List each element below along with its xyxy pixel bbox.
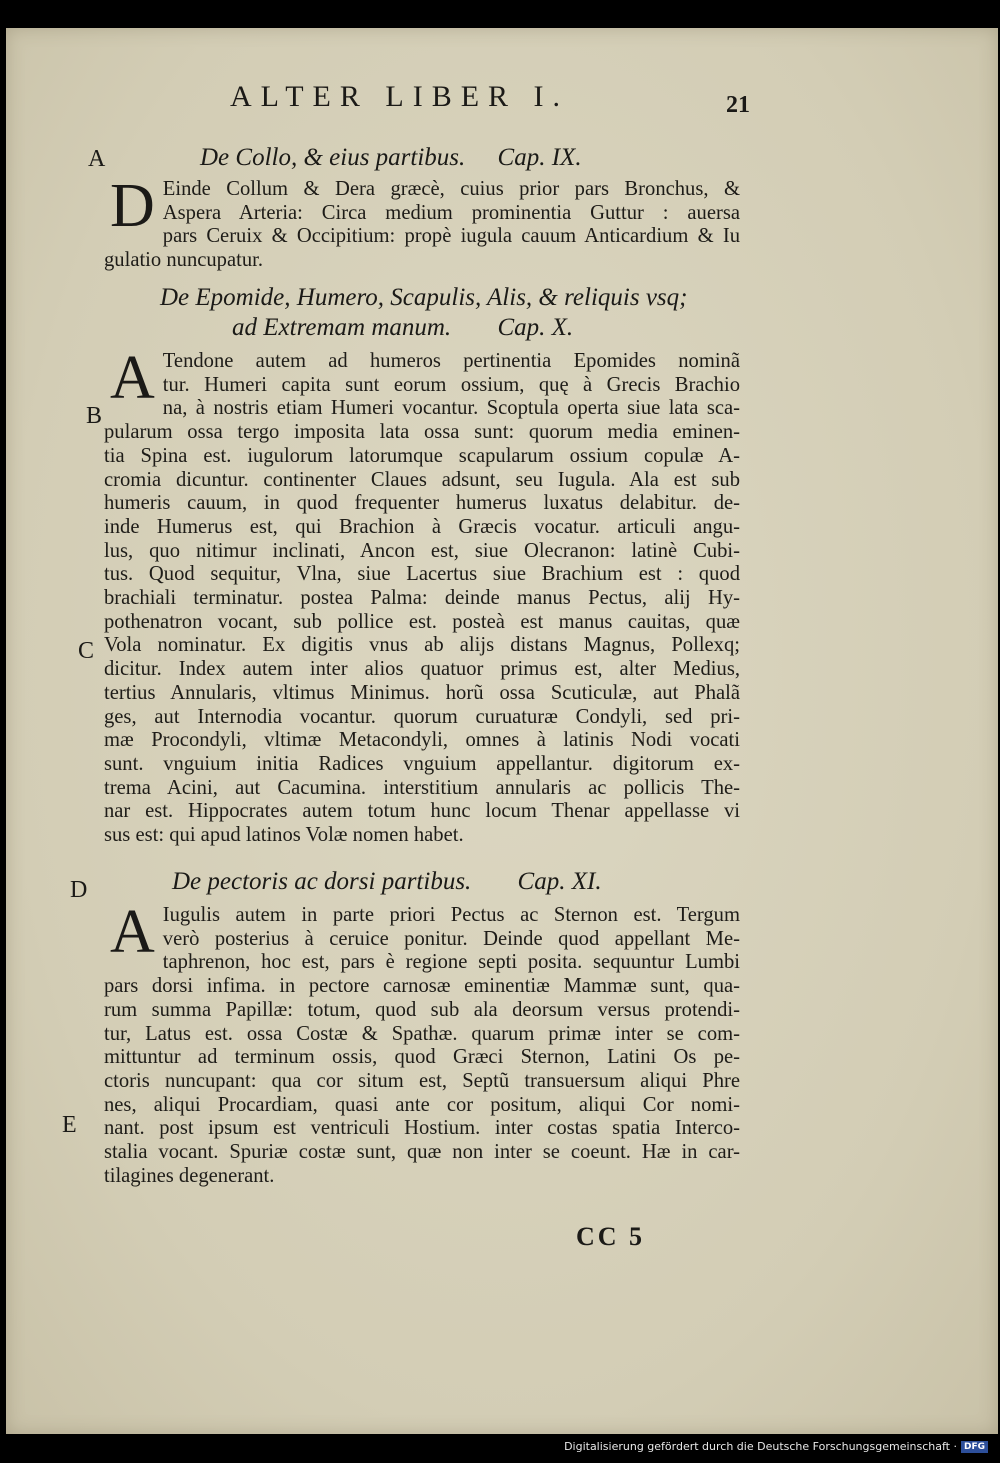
margin-letter-e: E [62, 1112, 77, 1138]
text-line: trema Acini, aut Cacumina. interstitium annularis ac pollicis The- [104, 776, 740, 799]
text-line: brachiali terminatur. postea Palma: deinde manus Pectus, alij Hy- [104, 587, 740, 610]
text-line: tur. Humeri capita sunt eorum ossium, quę à Grecis Brachio [162, 373, 740, 396]
text-line: na, à nostris etiam Humeri vocantur. Scoptula operta siue lata sca- [162, 397, 740, 420]
credit-text: Digitalisierung gefördert durch die Deutsche Forschungsgemeinschaft · [564, 1440, 957, 1453]
text-line: nes, aliqui Procardiam, quasi ante cor positum, aliqui Cor nomi- [104, 1093, 740, 1116]
text-line: tur, Latus est. ossa Costæ & Spathæ. quarum primæ inter se com- [104, 1022, 740, 1045]
chapter-10-title: ad Extremam manum. [232, 314, 452, 341]
chapter-11-title: De pectoris ac dorsi partibus. [172, 868, 472, 895]
text-line: Tendone autem ad humeros pertinentia Epomides nominã [162, 350, 740, 372]
drop-cap: D [110, 172, 155, 240]
digitization-credit [564, 1440, 988, 1453]
margin-letter-a: A [88, 146, 106, 172]
text-line: nant. post ipsum est ventriculi Hostium. inter costas spatia Interco- [104, 1117, 740, 1140]
running-head: ALTER LIBER I. [230, 80, 570, 113]
text-line: pothenatron vocant, sub pollice est. posteà est manus cauitas, quæ [104, 610, 740, 633]
chapter-9-heading [200, 144, 582, 172]
text-line: verò posterius à ceruice ponitur. Deinde quod appellant Me- [162, 927, 740, 950]
text-line: dicitur. Index autem inter alios quatuor primus est, alter Medius, [104, 658, 740, 681]
text-line: sus est: qui apud latinos Volæ nomen habet. [104, 824, 464, 847]
margin-letter-b: B [86, 403, 103, 429]
text-line: gulatio nuncupatur. [104, 249, 263, 272]
text-line: Aspera Arteria: Circa medium prominentia Guttur : auersa [162, 201, 740, 224]
chapter-9-cap: Cap. IX. [497, 144, 582, 171]
text-line: tia Spina est. iugulorum latorumque scapularum ossium copulæ A- [104, 444, 740, 467]
margin-letter-d: D [70, 877, 88, 903]
text-line: cromia dicuntur. continenter Claues adsunt, seu Iugula. Ala est sub [104, 468, 740, 491]
dfg-logo: DFG [961, 1441, 988, 1453]
text-line: tilagines degenerant. [104, 1164, 275, 1187]
text-line: inde Humerus est, qui Brachion à Græcis vocatur. articuli angu- [104, 515, 740, 538]
margin-letter-c: C [78, 638, 95, 664]
text-line: ctoris nuncupant: qua cor situm est, Septũ transuersum aliqui Phre [104, 1069, 740, 1092]
drop-cap: A [110, 344, 155, 412]
chapter-11-text [104, 898, 740, 1188]
chapter-10-text [104, 344, 740, 848]
chapter-11-heading [172, 868, 602, 896]
chapter-11-cap: Cap. XI. [517, 868, 602, 895]
text-line: tertius Annularis, vltimus Minimus. horũ ossa Scuticulæ, aut Phalã [104, 681, 740, 704]
text-line: Iugulis autem in parte priori Pectus ac Sternon est. Tergum [162, 904, 740, 926]
folio-number: 21 [726, 92, 750, 118]
text-line: lus, quo nitimur inclinati, Ancon est, siue Olecranon: latinè Cubi- [104, 539, 740, 562]
catchword: CC 5 [576, 1222, 646, 1251]
text-line: tus. Quod sequitur, Vlna, siue Lacertus siue Brachium est : quod [104, 563, 740, 586]
chapter-9-title: De Collo, & eius partibus. [200, 144, 466, 171]
text-line: ges, aut Internodia vocantur. quorum curuaturæ Condyli, sed pri- [104, 705, 740, 728]
chapter-10-cap: Cap. X. [497, 314, 574, 341]
text-line: Einde Collum & Dera græcè, cuius prior pars Bronchus, & [162, 178, 740, 200]
drop-cap: A [110, 898, 155, 966]
text-line: mittuntur ad terminum ossis, quod Græci Sternon, Latini Os pe- [104, 1046, 740, 1069]
text-line: mæ Procondyli, vltimæ Metacondyli, omnes à latinis Nodi vocati [104, 729, 740, 752]
text-line: sunt. vnguium initia Radices vnguium appellantur. digitorum ex- [104, 752, 740, 775]
text-line: stalia vocant. Spuriæ costæ sunt, quæ non inter se coeunt. Hæ in car- [104, 1141, 740, 1164]
text-line: Vola nominatur. Ex digitis vnus ab alijs distans Magnus, Pollexq; [104, 634, 740, 657]
text-line: humeris cauum, in quod frequenter humerus luxatus delabitur. de- [104, 492, 740, 515]
chapter-10-heading-line1: De Epomide, Humero, Scapulis, Alis, & reliquis vsq; [160, 284, 688, 311]
text-line: pars Ceruix & Occipitium: propè iugula cauum Anticardium & Iu [162, 225, 740, 248]
text-line: nar est. Hippocrates autem totum hunc locum Thenar appellasse vi [104, 800, 740, 823]
text-line: rum summa Papillæ: totum, quod sub ala deorsum versus protendi- [104, 998, 740, 1021]
text-line: pularum ossa tergo imposita lata ossa sunt: quorum media eminen- [104, 421, 740, 444]
text-line: pars dorsi infima. in pectore carnosæ eminentiæ Mammæ sunt, qua- [104, 975, 740, 998]
text-line: taphrenon, hoc est, pars è regione septi posita. sequuntur Lumbi [162, 951, 740, 974]
chapter-10-heading-line2 [232, 314, 573, 342]
chapter-9-text [104, 172, 740, 273]
